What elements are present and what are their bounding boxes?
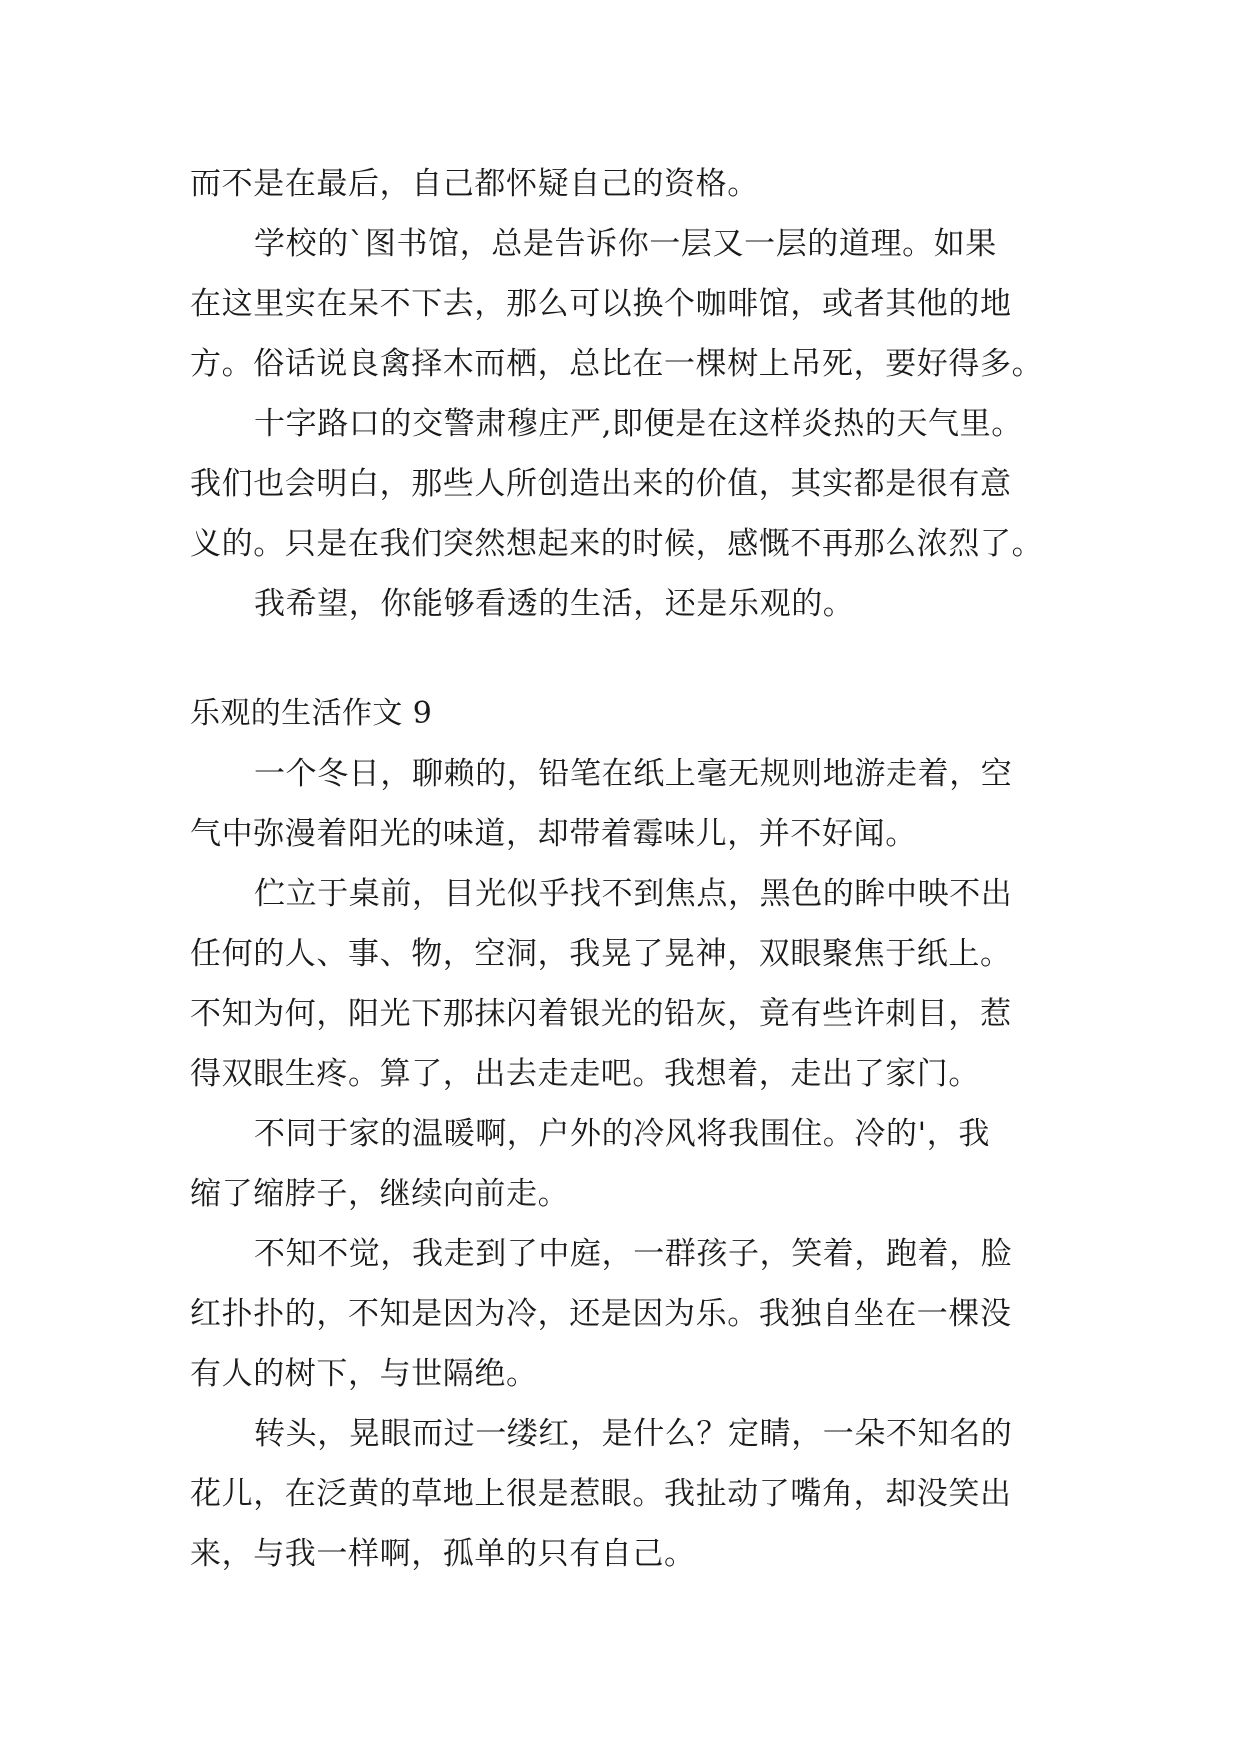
text-line: 不知为何，阳光下那抹闪着银光的铅灰，竟有些许刺目，惹 (190, 996, 1012, 1032)
text-line: 气中弥漫着阳光的味道，却带着霉味儿，并不好闻。 (190, 816, 917, 852)
text-line: 红扑扑的，不知是因为冷，还是因为乐。我独自坐在一棵没 (190, 1296, 1012, 1332)
text-line: 而不是在最后，自己都怀疑自己的资格。 (190, 166, 759, 202)
text-line: 有人的树下，与世隔绝。 (190, 1356, 538, 1392)
text-line: 在这里实在呆不下去，那么可以换个咖啡馆，或者其他的地 (190, 286, 1012, 322)
text-line: 缩了缩脖子，继续向前走。 (190, 1176, 570, 1212)
text-line: 我希望，你能够看透的生活，还是乐观的。 (254, 586, 855, 622)
text-line: 不知不觉，我走到了中庭，一群孩子，笑着，跑着，脸 (254, 1236, 1013, 1272)
text-line: 得双眼生疼。算了，出去走走吧。我想着，走出了家门。 (190, 1056, 980, 1092)
text-line: 十字路口的交警肃穆庄严,即便是在这样炎热的天气里。 (254, 406, 1023, 442)
text-line: 伫立于桌前，目光似乎找不到焦点，黑色的眸中映不出 (254, 876, 1013, 912)
text-line: 花儿，在泛黄的草地上很是惹眼。我扯动了嘴角，却没笑出 (190, 1476, 1012, 1512)
text-line: 学校的`图书馆，总是告诉你一层又一层的道理。如果 (254, 226, 997, 262)
text-line: 方。俗话说良禽择木而栖，总比在一棵树上吊死，要好得多。 (190, 346, 1044, 382)
text-line: 任何的人、事、物，空洞，我晃了晃神，双眼聚焦于纸上。 (190, 936, 1012, 972)
text-line: 转头，晃眼而过一缕红，是什么？定睛，一朵不知名的 (254, 1416, 1013, 1452)
text-line: 一个冬日，聊赖的，铅笔在纸上毫无规则地游走着，空 (254, 756, 1013, 792)
text-line: 来，与我一样啊，孤单的只有自己。 (190, 1536, 696, 1572)
section-heading: 乐观的生活作文 9 (190, 696, 433, 731)
text-line: 我们也会明白，那些人所创造出来的价值，其实都是很有意 (190, 466, 1012, 502)
text-line: 不同于家的温暖啊，户外的冷风将我围住。冷的'，我 (254, 1116, 990, 1152)
text-line: 义的。只是在我们突然想起来的时候，感慨不再那么浓烈了。 (190, 526, 1044, 562)
